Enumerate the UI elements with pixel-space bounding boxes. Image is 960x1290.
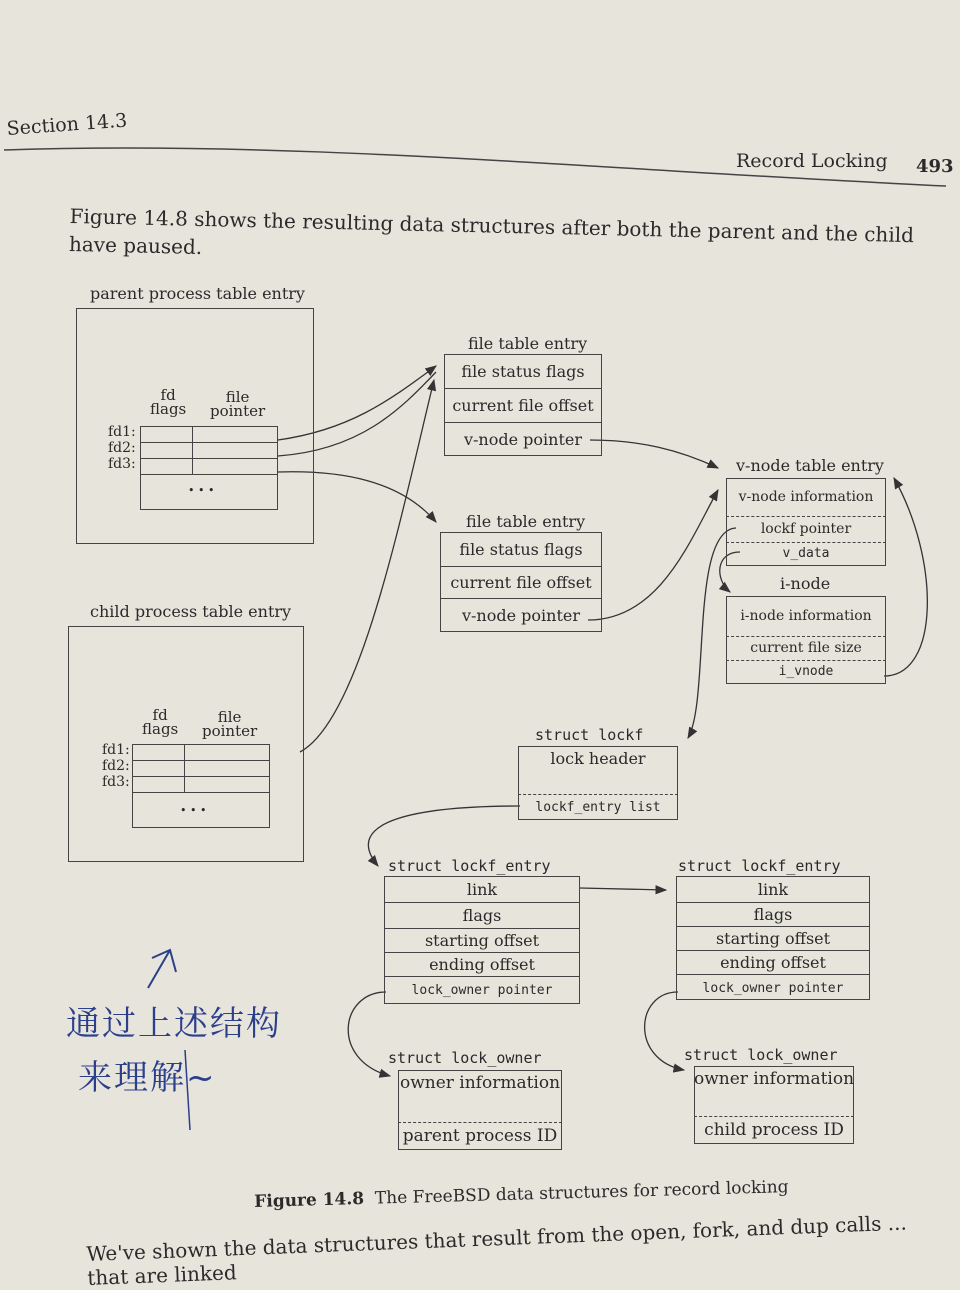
le2-ending-offset: ending offset: [720, 952, 826, 972]
handwritten-note-line-2: 来理解~: [78, 1058, 217, 1098]
ft2-current-file-offset: current file offset: [450, 572, 592, 592]
arrow-ft2-vnode: [588, 490, 718, 620]
vnode-v-data: v_data: [782, 545, 830, 561]
vnode-information: v-node information: [738, 489, 874, 505]
parent-col-fd-flags: fd flags: [150, 386, 187, 418]
ft1-current-file-offset: current file offset: [452, 395, 594, 415]
child-fd2-label: fd2:: [102, 758, 130, 774]
header-rule: [4, 148, 946, 186]
bottom-paragraph: We've shown the data structures that result from the open, fork, and dup calls ... that are linked: [86, 1210, 908, 1290]
ft2-vnode-pointer: v-node pointer: [461, 605, 581, 625]
inode-current-file-size: current file size: [750, 640, 862, 656]
ft1-vnode-pointer: v-node pointer: [463, 429, 583, 449]
handwritten-note-line-1: 通过上述结构: [66, 1004, 282, 1044]
running-title: Record Locking: [736, 150, 888, 172]
section-label: Section 14.3: [6, 109, 128, 140]
arrow-child-fd1: [300, 380, 434, 752]
inode-information: i-node information: [740, 608, 872, 624]
le2-flags: flags: [753, 904, 793, 924]
ft1-file-status-flags: file status flags: [461, 361, 585, 381]
parent-fd2-label: fd2:: [108, 440, 136, 456]
le2-link: link: [757, 879, 789, 899]
le1-link: link: [466, 879, 498, 899]
child-title: child process table entry: [90, 602, 292, 621]
lockf-entry-list: lockf_entry list: [535, 799, 661, 815]
lo2-child-process-id: child process ID: [704, 1120, 844, 1140]
vnode-title: v-node table entry: [736, 456, 884, 475]
lo2-owner-information: owner information: [693, 1069, 855, 1089]
child-col-fd-flags: fd flags: [142, 706, 179, 738]
child-fd1-label: fd1:: [102, 742, 130, 758]
caption-label: Figure 14.8: [254, 1188, 365, 1212]
lo1-owner-information: owner information: [399, 1073, 561, 1093]
le2-lock-owner-pointer: lock_owner pointer: [702, 980, 844, 996]
parent-fd3-label: fd3:: [108, 456, 136, 472]
lockf-lock-header: lock header: [550, 748, 646, 768]
parent-col-file-pointer: file pointer: [210, 388, 266, 420]
ft2-file-status-flags: file status flags: [459, 539, 583, 559]
child-fd3-label: fd3:: [102, 774, 130, 790]
page-number: 493: [916, 156, 954, 177]
le1-ending-offset: ending offset: [429, 954, 535, 974]
handwritten-arrow: [148, 950, 176, 988]
lockf-entry-1-title: struct lockf_entry: [388, 857, 551, 875]
inode-title: i-node: [780, 574, 831, 593]
le2-starting-offset: starting offset: [715, 928, 831, 948]
arrow-ft1-vnode: [590, 440, 718, 468]
arrow-link: [580, 888, 666, 890]
lockf-title: struct lockf: [535, 726, 644, 744]
child-col-file-pointer: file pointer: [202, 708, 258, 740]
arrow-owner-1: [348, 992, 390, 1076]
inode-i-vnode: i_vnode: [778, 663, 834, 679]
lock-owner-1-title: struct lock_owner: [388, 1049, 542, 1067]
child-ellipsis: • • •: [180, 804, 207, 817]
parent-fd-table: [140, 426, 278, 510]
parent-title: parent process table entry: [90, 284, 305, 303]
file-table-2-title: file table entry: [466, 512, 586, 531]
lock-owner-2-title: struct lock_owner: [684, 1046, 838, 1064]
lockf-entry-2-title: struct lockf_entry: [678, 857, 841, 875]
parent-ellipsis: • • •: [188, 484, 215, 497]
arrow-owner-2: [645, 992, 684, 1070]
caption-text: The FreeBSD data structures for record locking: [374, 1177, 789, 1209]
parent-fd1-label: fd1:: [108, 424, 136, 440]
le1-starting-offset: starting offset: [424, 930, 540, 950]
file-table-1-title: file table entry: [468, 334, 588, 353]
intro-paragraph: Figure 14.8 shows the resulting data structures after both the parent and the child have paused.: [68, 203, 915, 260]
vnode-lockf-pointer: lockf pointer: [760, 521, 852, 537]
le1-flags: flags: [462, 905, 502, 925]
le1-lock-owner-pointer: lock_owner pointer: [411, 982, 553, 998]
lo1-parent-process-id: parent process ID: [402, 1126, 558, 1146]
arrow-ivnode-vnode: [884, 478, 927, 676]
